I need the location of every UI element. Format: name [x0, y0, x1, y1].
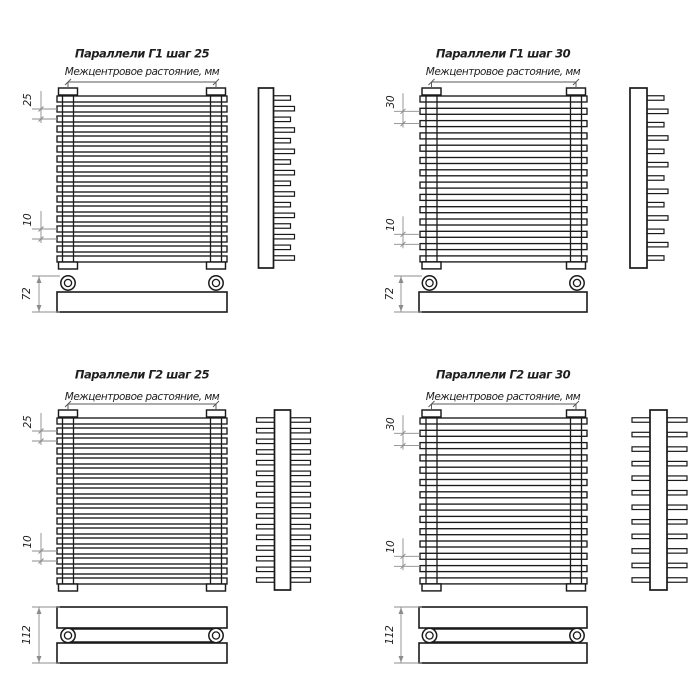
front-view [57, 79, 227, 269]
bottom-view [394, 607, 587, 663]
diagram-2 [32, 401, 311, 663]
dim-step-label: 30 [384, 417, 397, 431]
dim-depth-label: 72 [20, 287, 33, 301]
diagram-title: Параллели Г1 шаг 30 [435, 46, 571, 61]
bottom-view [32, 607, 227, 663]
center-distance-label: Межцентровое растояние, мм [425, 390, 581, 403]
dim-gap-label: 10 [384, 540, 397, 554]
diagram-0 [32, 79, 295, 312]
side-view [632, 410, 687, 590]
side-view [257, 410, 311, 590]
dimensions [394, 93, 420, 248]
side-view [630, 88, 668, 268]
dim-gap-label: 10 [21, 535, 34, 549]
diagram-3 [394, 401, 687, 663]
dim-depth-label: 112 [383, 625, 396, 645]
bottom-view [394, 276, 587, 312]
side-view [259, 88, 295, 268]
dim-depth-label: 72 [383, 287, 396, 301]
bottom-view [32, 276, 227, 312]
diagram-title: Параллели Г2 шаг 30 [435, 367, 571, 382]
front-view [420, 401, 587, 591]
dim-step-label: 25 [21, 93, 34, 107]
center-distance-label: Межцентровое растояние, мм [425, 65, 581, 78]
dim-step-label: 30 [384, 95, 397, 109]
dimensions [32, 413, 57, 565]
diagram-1 [394, 79, 668, 312]
dim-gap-label: 10 [384, 218, 397, 232]
dim-step-label: 25 [21, 415, 34, 429]
diagram-title: Параллели Г2 шаг 25 [74, 367, 210, 382]
dimensions [32, 91, 57, 243]
dim-gap-label: 10 [21, 213, 34, 227]
center-distance-label: Межцентровое растояние, мм [64, 65, 220, 78]
diagram-title: Параллели Г1 шаг 25 [74, 46, 210, 61]
front-view [57, 401, 227, 591]
front-view [420, 79, 587, 269]
center-distance-label: Межцентровое растояние, мм [64, 390, 220, 403]
dimensions [394, 415, 420, 570]
dim-depth-label: 112 [20, 625, 33, 645]
